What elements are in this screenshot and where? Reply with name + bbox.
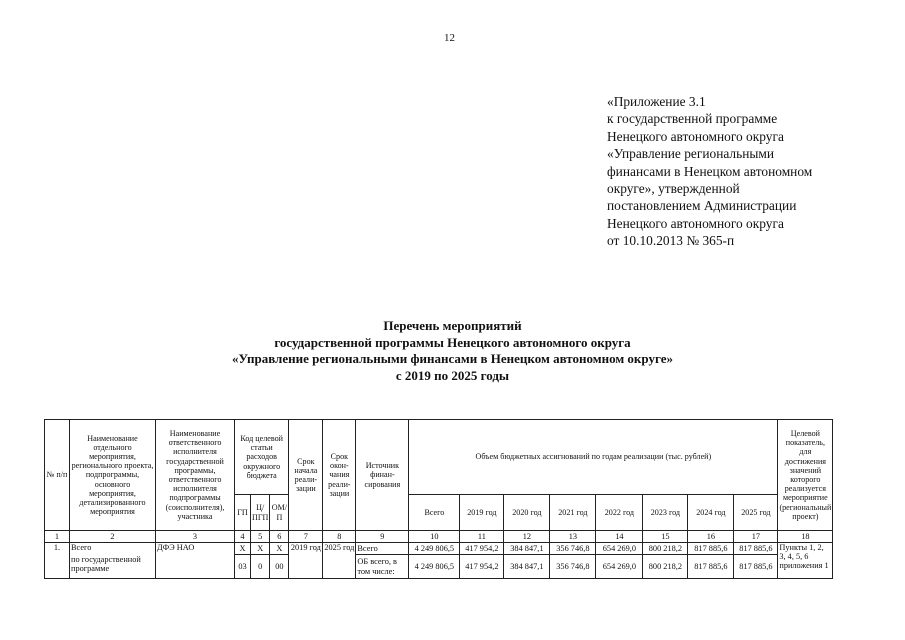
header-c-pgp: Ц/ ПГП — [251, 495, 270, 531]
header-year: 2022 год — [596, 495, 643, 531]
column-number: 17 — [734, 531, 778, 543]
appendix-line: Ненецкого автономного округа — [607, 128, 784, 144]
row-end: 2025 год — [323, 543, 356, 579]
value-2023: 800 218,2 — [643, 543, 688, 555]
header-name: Наименование отдельного мероприятия, регионального проекта, подпрограммы, основного мероприятия, детализированного мероприятия — [70, 420, 156, 531]
header-total: Всего — [409, 495, 460, 531]
appendix-line: постановлением Администрации — [607, 198, 797, 214]
column-number: 15 — [643, 531, 688, 543]
document-title — [0, 318, 905, 384]
column-number: 10 — [409, 531, 460, 543]
value-2022: 654 269,0 — [596, 555, 643, 579]
appendix-line: от 10.10.2013 № 365-п — [607, 233, 735, 249]
header-year: 2023 год — [643, 495, 688, 531]
column-number-row — [45, 531, 833, 543]
row-target: Пункты 1, 2, 3, 4, 5, 6 приложения 1 — [778, 543, 833, 579]
header-year: 2021 год — [550, 495, 596, 531]
value-2025: 817 885,6 — [734, 555, 778, 579]
header-gp: ГП — [235, 495, 251, 531]
column-number: 3 — [156, 531, 235, 543]
source-ob: ОБ всего, в том числе: — [356, 555, 409, 579]
title-line: государственной программы Ненецкого автономного округа — [274, 334, 631, 350]
value-2024: 817 885,6 — [688, 543, 734, 555]
column-number: 6 — [270, 531, 289, 543]
column-number: 7 — [289, 531, 323, 543]
header-om-p: ОМ/ П — [270, 495, 289, 531]
value-2024: 817 885,6 — [688, 555, 734, 579]
table-row — [45, 543, 833, 555]
column-number: 16 — [688, 531, 734, 543]
column-number: 13 — [550, 531, 596, 543]
value-2025: 817 885,6 — [734, 543, 778, 555]
code-c-pgp: 0 — [251, 555, 270, 579]
value-2019: 417 954,2 — [460, 543, 504, 555]
value-2021: 356 746,8 — [550, 555, 596, 579]
value-2023: 800 218,2 — [643, 555, 688, 579]
appendix-line: округе», утвержденной — [607, 181, 740, 197]
code-gp: 03 — [235, 555, 251, 579]
header-year: 2025 год — [734, 495, 778, 531]
column-number: 11 — [460, 531, 504, 543]
row-name-program: по государственной программе — [70, 555, 156, 579]
header-budget-code: Код целевой статьи расходов окружного бюджета — [235, 420, 289, 495]
column-number: 2 — [70, 531, 156, 543]
value-2020: 384 847,1 — [504, 543, 550, 555]
header-target: Целевой показатель, для достижения значений которого реализуется мероприятие (региональный проект) — [778, 420, 833, 531]
value-2020: 384 847,1 — [504, 555, 550, 579]
column-number: 4 — [235, 531, 251, 543]
header-executor: Наименование ответственного исполнителя государственной программы, ответственного исполнителя подпрограммы (соисполнителя), участника — [156, 420, 235, 531]
code-om-p: Х — [270, 543, 289, 555]
code-om-p: 00 — [270, 555, 289, 579]
column-number: 1 — [45, 531, 70, 543]
header-num: № п/п — [45, 420, 70, 531]
value-total: 4 249 806,5 — [409, 543, 460, 555]
row-name-total: Всего — [70, 543, 156, 555]
title-line: «Управление региональными финансами в Ненецком автономном округе» — [232, 351, 673, 366]
column-number: 5 — [251, 531, 270, 543]
row-num: 1. — [45, 543, 70, 579]
header-end: Срок окон- чания реали- зации — [323, 420, 356, 531]
code-gp: Х — [235, 543, 251, 555]
value-total: 4 249 806,5 — [409, 555, 460, 579]
activities-table — [44, 419, 833, 579]
appendix-line: к государственной программе — [607, 111, 778, 127]
value-2019: 417 954,2 — [460, 555, 504, 579]
source-total: Всего — [356, 543, 409, 555]
appendix-line: «Приложение 3.1 — [607, 94, 706, 109]
row-executor: ДФЭ НАО — [156, 543, 235, 579]
appendix-line: финансами в Ненецком автономном — [607, 163, 813, 179]
appendix-line: Ненецкого автономного округа — [607, 215, 784, 231]
title-line: с 2019 по 2025 годы — [395, 367, 510, 383]
page-number: 12 — [444, 32, 455, 44]
title-line: Перечень мероприятий — [383, 318, 522, 333]
appendix-block — [607, 93, 867, 250]
header-year: 2019 год — [460, 495, 504, 531]
appendix-line: «Управление региональными — [607, 146, 775, 162]
column-number: 14 — [596, 531, 643, 543]
header-source: Источник финан- сирования — [356, 420, 409, 531]
column-number: 8 — [323, 531, 356, 543]
column-number: 12 — [504, 531, 550, 543]
code-c-pgp: Х — [251, 543, 270, 555]
column-number: 18 — [778, 531, 833, 543]
header-year: 2024 год — [688, 495, 734, 531]
column-number: 9 — [356, 531, 409, 543]
value-2022: 654 269,0 — [596, 543, 643, 555]
row-start: 2019 год — [289, 543, 323, 579]
header-year: 2020 год — [504, 495, 550, 531]
header-volume: Объем бюджетных ассигнований по годам реализации (тыс. рублей) — [409, 420, 778, 495]
value-2021: 356 746,8 — [550, 543, 596, 555]
header-start: Срок начала реали- зации — [289, 420, 323, 531]
